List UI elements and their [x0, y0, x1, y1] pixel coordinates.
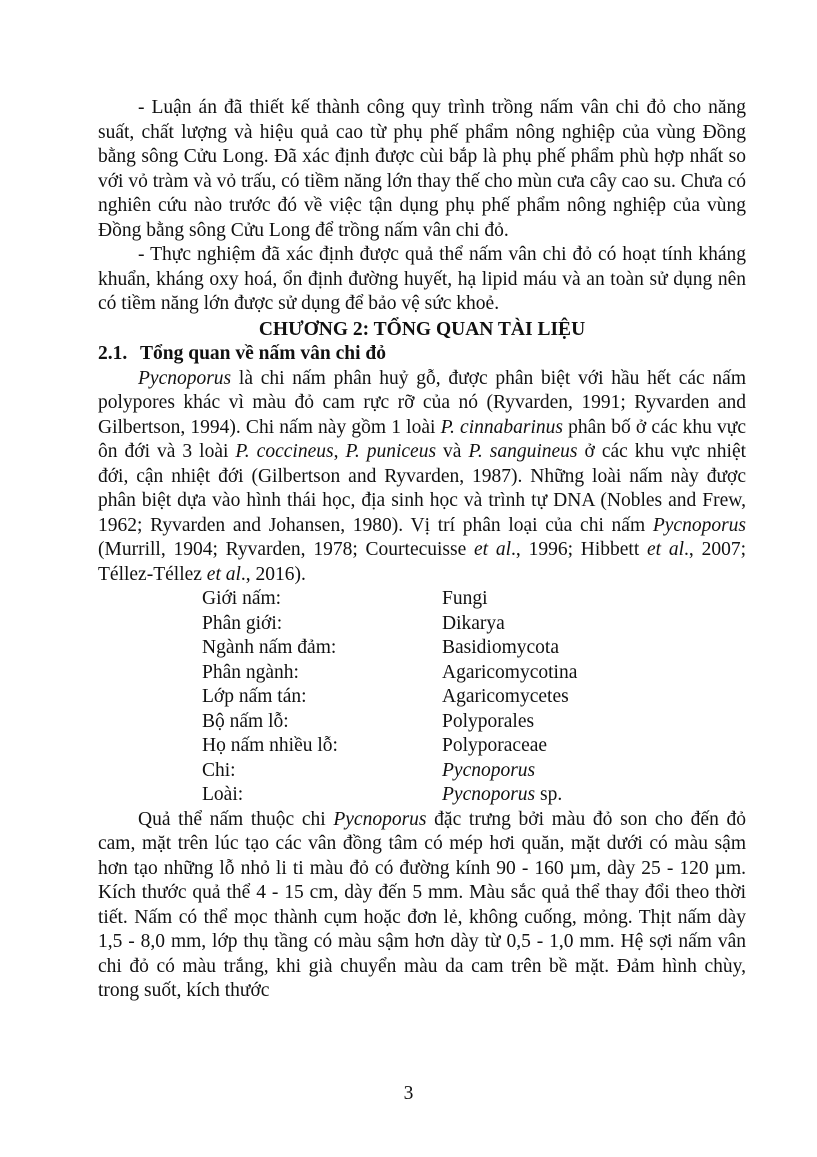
intro-paragraph-2: - Thực nghiệm đã xác định được quả thể nấm vân chi đỏ có hoạt tính kháng khuẩn, kháng oxy hoá, ổn định đường huyết, hạ lipid máu và an toàn sử dụng nên có tiềm năng lớn được sử dụng để bảo vệ sức khoẻ.: [98, 244, 746, 314]
chapter-title: CHƯƠNG 2: TỔNG QUAN TÀI LIỆU: [258, 318, 586, 340]
section-number: 2.1.: [98, 343, 128, 364]
page-number: 3: [403, 1083, 414, 1104]
taxonomy-row: Giới nấm: Fungi: [202, 588, 488, 609]
genus-paragraph: Pycnoporus là chi nấm phân huỷ gỗ, được phân biệt với hầu hết các nấm polypores khác vì màu đỏ cam rực rỡ của nó (Ryvarden, 1991; Ryvarden and Gilbertson, 1994). Chi nấm này gồm 1 loài P. cinnabarinus phân bố ở các khu vực ôn đới và 3 loài P. coccineus, P. puniceus và P. sanguineus ở các khu vực nhiệt đới, cận nhiệt đới (Gilbertson and Ryvarden, 1987). Những loài nấm này được phân biệt dựa vào hình thái học, địa sinh học và trình tự DNA (Nobles and Frew, 1962; Ryvarden and Johansen, 1980). Vị trí phân loại của chi nấm Pycnoporus (Murrill, 1904; Ryvarden, 1978; Courtecuisse et al., 1996; Hibbett et al., 2007; Téllez-Téllez et al., 2016).: [98, 367, 747, 585]
taxonomy-row: Chi: Pycnoporus: [202, 759, 536, 781]
intro-paragraph-1: - Luận án đã thiết kế thành công quy trình trồng nấm vân chi đỏ cho năng suất, chất lượng và hiệu quả cao từ phụ phế phẩm nông nghiệp của vùng Đồng bằng sông Cửu Long. Đã xác định được cùi bắp là phụ phế phẩm phù hợp nhất so với vỏ tràm và vỏ trấu, có tiềm năng lớn thay thế cho mùn cưa cây cao su. Chưa có nghiên cứu nào trước đó về việc tận dụng phụ phế phẩm nông nghiệp của vùng Đồng bằng sông Cửu Long để trồng nấm vân chi đỏ.: [98, 97, 746, 241]
taxonomy-row: Ngành nấm đảm: Basidiomycota: [202, 637, 559, 658]
taxonomy-list: [202, 587, 722, 808]
taxonomy-row: Lớp nấm tán: Agaricomycetes: [202, 686, 569, 707]
section-heading: [98, 342, 746, 367]
taxonomy-row: Loài: Pycnoporus sp.: [202, 784, 563, 805]
document-page: [98, 96, 746, 1004]
fruit-body-paragraph: Quả thể nấm thuộc chi Pycnoporus đặc trưng bởi màu đỏ son cho đến đỏ cam, mặt trên lúc tạo các vân đồng tâm có mép hơi quăn, mặt dưới có màu sậm hơn tạo những lỗ nhỏ li ti màu đỏ có đường kính 90 - 160 µm, dày 25 - 120 µm. Kích thước quả thể 4 - 15 cm, dày đến 5 mm. Màu sắc quả thể thay đổi theo thời tiết. Nấm có thể mọc thành cụm hoặc đơn lẻ, không cuống, mỏng. Thịt nấm dày 1,5 - 8,0 mm, lớp thụ tầng có màu sậm hơn dày từ 0,5 - 1,0 mm. Hệ sợi nấm vân chi đỏ có màu trắng, khi già chuyển màu da cam trên bề mặt. Đảm hình chùy, trong suốt, kích thước: [98, 808, 746, 1001]
taxonomy-row: Phân giới: Dikarya: [202, 612, 505, 634]
taxonomy-row: Bộ nấm lỗ: Polyporales: [202, 710, 535, 732]
taxonomy-row: Phân ngành: Agaricomycotina: [202, 661, 578, 683]
section-title: Tổng quan về nấm vân chi đỏ: [140, 343, 386, 364]
taxonomy-row: Họ nấm nhiều lỗ: Polyporaceae: [202, 735, 548, 756]
